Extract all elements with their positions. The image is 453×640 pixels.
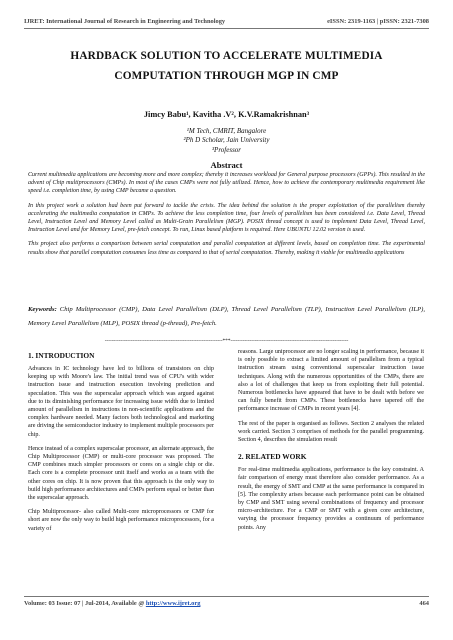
- affiliation-1: ¹M Tech, CMRIT, Bangalore: [186, 127, 267, 135]
- body-paragraph: Chip Multiprocessor- also called Multi-core microprocessors or CMP for short are now the only way to build high performance microprocessors, for a variety of: [28, 509, 214, 532]
- body-paragraph: Advances in IC technology have led to billions of transistors on chip keeping up with Moore's law. The initial trend was of CPU's with wider instruction issue and instruction execution involving prediction and speculation. This was the superscalar approach which was argued against due to its diminishing performance for increasing issue width due to limited amount of parallelism in instructions in non-scientific applications and the complex hardware needed. Many factors both technological and marketing are driving the semiconductor industry to implement multiple processors per chip.: [28, 366, 214, 438]
- volume-info: [24, 600, 200, 614]
- related-work-heading: 2. RELATED WORK: [238, 452, 307, 462]
- left-column: [28, 348, 214, 539]
- section-divider: --------------------------------------------------------------------***--------------------------------------------------------------------: [104, 338, 349, 344]
- keywords-text: Chip Multiprocessor (CMP), Data Level Parallelism (DLP), Thread Level Parallelism (TLP), Instruction Level Parallelism (ILP), Memory Level Parallelism (MLP), POSIX thread (p-thread), Pre-fetch.: [28, 306, 425, 327]
- page-number: 464: [419, 600, 429, 607]
- title-line-2: COMPUTATION THROUGH MGP IN CMP: [114, 70, 339, 82]
- body-paragraph: reasons. Large uniprocessor are no longer scaling in performance, because it is only possible to extract a limited amount of parallelism from a typical instruction stream using conventional superscalar instruction issue techniques. Along with the numerous opportunities of the CMPs, there are also a lot of challenges that keep us from exploiting their full potential. Numerous bottlenecks have appeared that have to be dealt with before we can fully benefit from CMPs. These bottlenecks have tapered off the performance increase of CMPs in recent years [4].: [238, 349, 424, 413]
- abstract-paragraph: In this project work a solution had been put forward to tackle the crisis. The idea behind the solution is the proper exploitation of the parallelism thereby accelerating the multimedia computation in CMPs. To achieve the less completion time, four levels of parallelism has been considered i.e. Data Level, Thread Level, Instruction Level and Memory Level called as Multi-Grain Parallelism (MGP). POSIX thread concept is used to implement Data Level, Thread Level, Instruction Level and for Memory Level, pre-fetch concept. To run, Linux based platform is required. Here UBUNTU 12.02 version is used.: [28, 202, 425, 234]
- body-paragraph: Hence instead of a complex superscalar processor, an alternate approach, the Chip Multiprocessor (CMP) or multi-core processor was proposed. The CMP combines much simpler processors or cores on a single chip or die. Each core is a complete processor unit itself and works as a team with the other cores on chip. It is now proven that this approach is the only way to build high performance architectures and CMPs perform equal or better than the superscalar approach.: [28, 445, 214, 502]
- affiliation-2: ²Ph D Scholar, Jain University: [183, 136, 270, 145]
- abstract-heading: Abstract: [210, 160, 243, 170]
- abstract-body: [28, 171, 425, 263]
- volume-text: Volume: 03 Issue: 07 | Jul-2014, Available @: [24, 600, 146, 607]
- title-line-1: HARDBACK SOLUTION TO ACCELERATE MULTIMEDIA: [70, 50, 383, 62]
- journal-name: IJRET: International Journal of Research in Engineering and Technology: [24, 18, 226, 25]
- paper-title: [30, 46, 423, 86]
- right-column: [238, 348, 424, 538]
- page-header: [24, 7, 429, 29]
- abstract-paragraph: This project also performs a comparison between serial computation and parallel computation at different levels, based on completion time. The experimental results show that parallel computation consumes less time as compared to that of serial computation. Thereby, making it viable for multimedia applications: [28, 241, 425, 256]
- body-paragraph: The rest of the paper is organised as follows. Section 2 analyses the related work carried. Section 3 comprises of methods for the parallel programming. Section 4, describes the simulation result: [238, 420, 424, 444]
- keywords: [28, 303, 425, 331]
- issn: eISSN: 2319-1163 | pISSN: 2321-7308: [327, 18, 429, 25]
- body-paragraph: For real-time multimedia applications, performance is the key constraint. A fair comparison of energy must therefore also consider performance. As a result, the energy of SMT and CMP at the same performance is compared in [5]. The complexity arises because each performance point can be obtained by CMP and SMT using several combinations of frequency and processor micro-architecture. For a CMP or SMT with a given core architecture, varying the processor frequency provides a continuum of performance points. Any: [238, 467, 424, 531]
- abstract-paragraph: Current multimedia applications are becoming more and more complex; thereby it increases workload for General purpose processors (GPPs). This resulted in the advent of Chip multiprocessors (CMPs). In most of the cases CMPs were not fully utilized. Hence, how to achieve the contemporary multimedia requirement like speed i.e. completion time, by using CMP became a question.: [28, 172, 425, 195]
- authors: Jimcy Babu¹, Kavitha .V², K.V.Ramakrishnan³: [143, 110, 310, 119]
- page-footer: [24, 596, 429, 614]
- introduction-heading: 1. INTRODUCTION: [28, 351, 95, 360]
- keywords-label: Keywords:: [28, 306, 57, 313]
- journal-url-link[interactable]: http://www.ijret.org: [145, 600, 201, 607]
- affiliations: [30, 127, 423, 155]
- affiliation-3: ³Professor: [211, 145, 242, 154]
